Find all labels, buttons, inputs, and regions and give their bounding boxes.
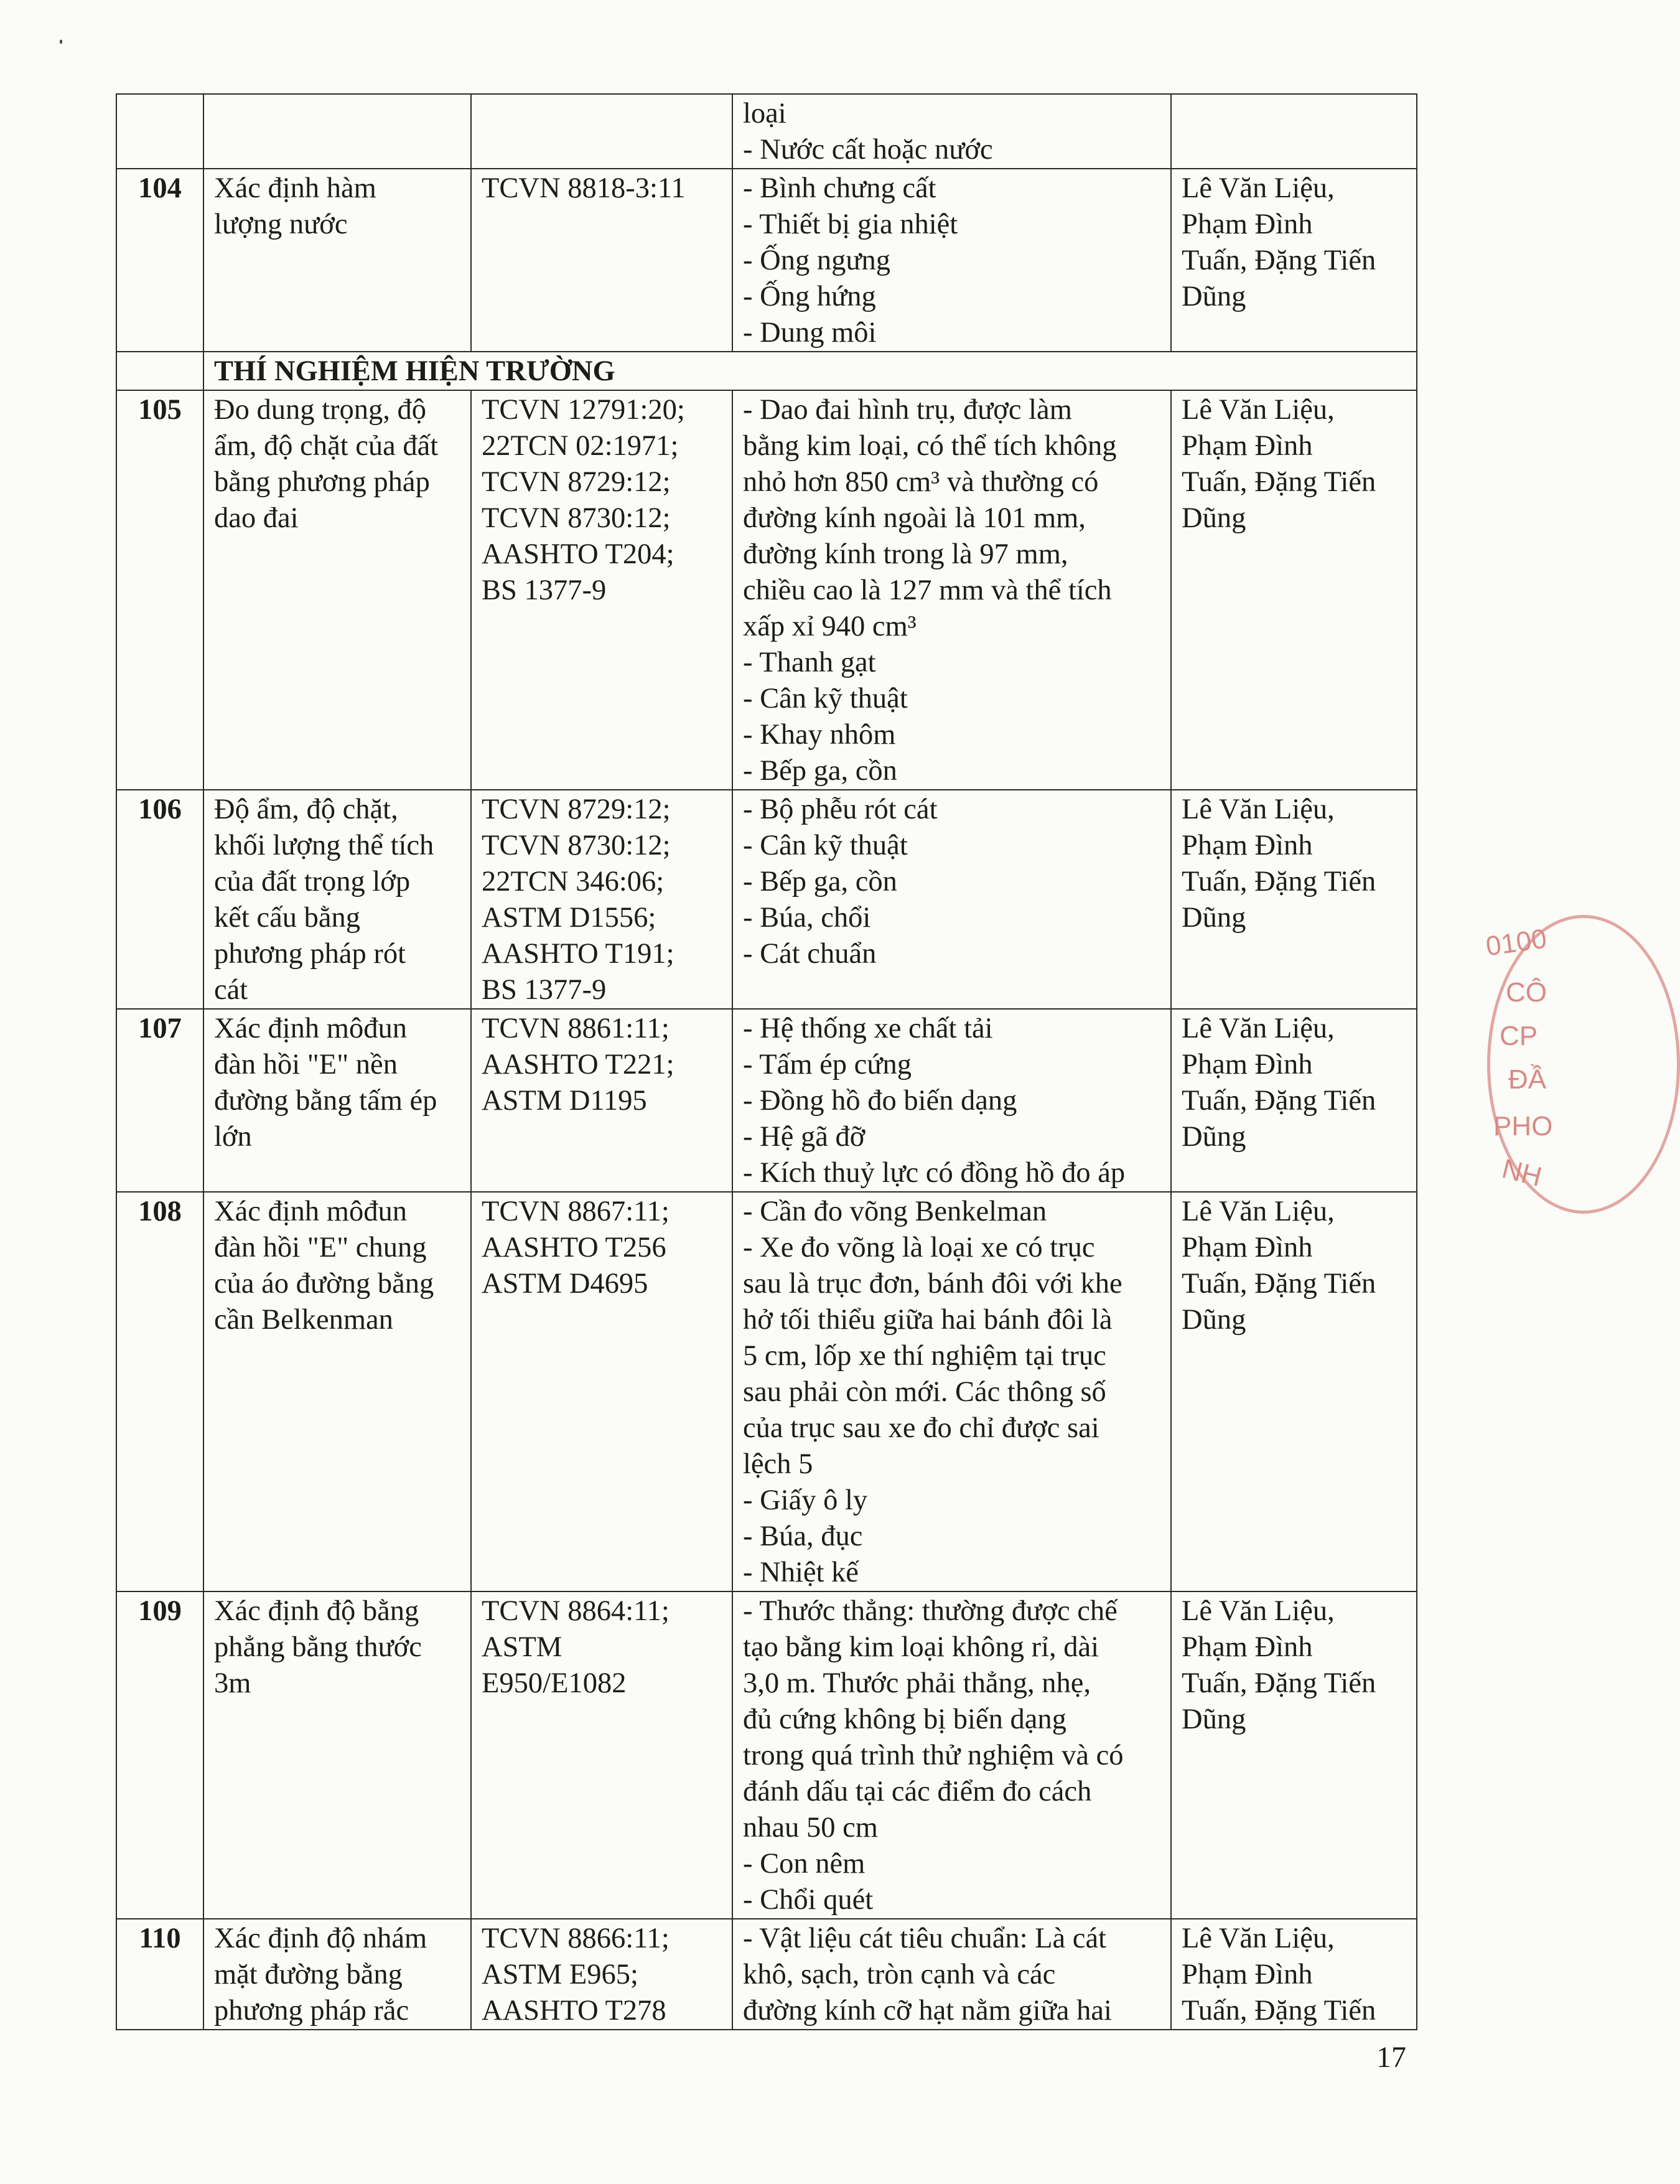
- equipment-line: của trục sau xe đo chỉ được sai: [743, 1412, 1099, 1444]
- stamp-text-4: ĐẦ: [1508, 1064, 1547, 1095]
- table-row: [116, 169, 1417, 352]
- staff-cell: [1171, 390, 1417, 790]
- staff-line: Phạm Đình: [1182, 430, 1313, 462]
- staff-line: Dũng: [1182, 281, 1246, 312]
- name-line: của áo đường bằng: [214, 1268, 434, 1300]
- standard-line: ASTM E965;: [482, 1959, 638, 1990]
- equipment-line: - Búa, chổi: [743, 902, 871, 934]
- staff-cell: [1171, 790, 1417, 1009]
- equipment-line: - Bếp ga, cồn: [743, 755, 897, 787]
- staff-cell: [1171, 1192, 1417, 1591]
- name-cell: [203, 1591, 471, 1919]
- stamp-text-3: CP: [1500, 1021, 1538, 1051]
- name-cell: [203, 1919, 471, 2030]
- equipment-cell: [732, 790, 1171, 1009]
- standard-line: ASTM: [482, 1631, 562, 1663]
- equipment-line: - Bộ phễu rót cát: [743, 794, 938, 825]
- equipment-line: hở tối thiểu giữa hai bánh đôi là: [743, 1304, 1113, 1336]
- equipment-line: bằng kim loại, có thể tích không: [743, 430, 1117, 462]
- name-line: Xác định môđun: [214, 1196, 407, 1227]
- name-line: phương pháp rắc: [214, 1995, 409, 2027]
- standard-line: ASTM D1195: [482, 1085, 647, 1117]
- equipment-cell: [732, 1919, 1171, 2030]
- standard-cell: [471, 390, 732, 790]
- equipment-line: - Ống ngưng: [743, 245, 891, 276]
- name-cell: [203, 94, 471, 169]
- name-line: đàn hồi "E" chung: [214, 1232, 427, 1263]
- table-body: [116, 94, 1417, 2030]
- standard-line: AASHTO T221;: [482, 1049, 674, 1080]
- staff-line: Phạm Đình: [1182, 1232, 1313, 1263]
- standard-cell: [471, 1919, 732, 2030]
- row-number: 107: [116, 1009, 203, 1192]
- equipment-cell: [732, 390, 1171, 790]
- staff-cell: [1171, 1009, 1417, 1192]
- standard-line: TCVN 8730:12;: [482, 830, 671, 861]
- equipment-line: đủ cứng không bị biến dạng: [743, 1704, 1066, 1735]
- scan-speck: [60, 40, 62, 44]
- standard-line: AASHTO T191;: [482, 938, 674, 970]
- row-number: 109: [116, 1591, 203, 1919]
- staff-line: Phạm Đình: [1182, 1959, 1313, 1990]
- name-cell: [203, 1192, 471, 1591]
- equipment-line: - Chổi quét: [743, 1884, 874, 1916]
- standard-line: TCVN 8729:12;: [482, 794, 671, 825]
- staff-line: Tuấn, Đặng Tiến: [1182, 1667, 1376, 1699]
- equipment-line: lệch 5: [743, 1448, 813, 1480]
- staff-line: Dũng: [1182, 502, 1246, 534]
- row-number: 106: [116, 790, 203, 1009]
- name-line: Xác định môđun: [214, 1013, 407, 1044]
- staff-line: Dũng: [1182, 902, 1246, 934]
- standard-line: TCVN 8730:12;: [482, 502, 671, 534]
- equipment-line: loại: [743, 98, 786, 129]
- equipment-cell: [732, 1591, 1171, 1919]
- staff-line: Lê Văn Liệu,: [1182, 1923, 1335, 1954]
- name-line: đàn hồi "E" nền: [214, 1049, 398, 1080]
- staff-line: Tuấn, Đặng Tiến: [1182, 1995, 1376, 2027]
- standard-cell: [471, 169, 732, 352]
- equipment-line: đường kính ngoài là 101 mm,: [743, 502, 1086, 534]
- name-line: lớn: [214, 1121, 252, 1153]
- page-number: 17: [1376, 2041, 1406, 2074]
- equipment-line: - Nước cất hoặc nước: [743, 134, 993, 166]
- equipment-line: nhỏ hơn 850 cm³ và thường có: [743, 466, 1099, 498]
- equipment-line: tạo bằng kim loại không rỉ, dài: [743, 1631, 1099, 1663]
- equipment-line: - Xe đo võng là loại xe có trục: [743, 1232, 1095, 1263]
- name-cell: [203, 790, 471, 1009]
- standard-line: TCVN 8818-3:11: [482, 172, 686, 204]
- name-line: đường bằng tấm ép: [214, 1085, 437, 1117]
- name-line: Đo dung trọng, độ: [214, 394, 426, 426]
- equipment-line: - Cân kỹ thuật: [743, 830, 908, 861]
- row-number: [116, 94, 203, 169]
- standard-cell: [471, 94, 732, 169]
- name-line: lượng nước: [214, 209, 348, 240]
- staff-line: Lê Văn Liệu,: [1182, 794, 1335, 825]
- equipment-line: - Bếp ga, cồn: [743, 866, 897, 898]
- staff-line: Lê Văn Liệu,: [1182, 394, 1335, 426]
- equipment-line: - Thiết bị gia nhiệt: [743, 209, 958, 240]
- standard-line: AASHTO T256: [482, 1232, 666, 1263]
- staff-cell: [1171, 1919, 1417, 2030]
- name-line: Xác định độ bằng: [214, 1595, 419, 1627]
- name-line: Độ ẩm, độ chặt,: [214, 794, 398, 825]
- stamp-text-6: NH: [1499, 1153, 1545, 1193]
- equipment-line: - Cân kỹ thuật: [743, 683, 908, 715]
- staff-line: Lê Văn Liệu,: [1182, 1595, 1335, 1627]
- equipment-line: - Dung môi: [743, 317, 877, 349]
- name-line: Xác định hàm: [214, 172, 376, 204]
- staff-cell: [1171, 94, 1417, 169]
- equipment-cell: [732, 169, 1171, 352]
- equipment-line: - Nhiệt kế: [743, 1557, 859, 1588]
- equipment-cell: [732, 94, 1171, 169]
- staff-line: Lê Văn Liệu,: [1182, 1196, 1335, 1227]
- equipment-line: - Con nêm: [743, 1848, 866, 1880]
- equipment-line: - Tấm ép cứng: [743, 1049, 912, 1080]
- standard-line: TCVN 8864:11;: [482, 1595, 670, 1627]
- name-cell: [203, 390, 471, 790]
- name-line: kết cấu bằng: [214, 902, 360, 934]
- staff-line: Phạm Đình: [1182, 209, 1313, 240]
- staff-line: Tuấn, Đặng Tiến: [1182, 1085, 1376, 1117]
- name-line: phương pháp rót: [214, 938, 406, 970]
- standard-line: BS 1377-9: [482, 974, 607, 1006]
- standard-line: TCVN 8866:11;: [482, 1923, 670, 1954]
- standard-line: E950/E1082: [482, 1667, 627, 1699]
- name-line: cát: [214, 974, 248, 1006]
- staff-line: Dũng: [1182, 1304, 1246, 1336]
- equipment-line: xấp xỉ 940 cm³: [743, 611, 917, 642]
- row-number: 104: [116, 169, 203, 352]
- equipment-line: 5 cm, lốp xe thí nghiệm tại trục: [743, 1340, 1106, 1372]
- stamp-text-2: CÔ: [1506, 977, 1547, 1008]
- name-line: dao đai: [214, 502, 299, 534]
- equipment-line: - Cần đo võng Benkelman: [743, 1196, 1047, 1227]
- standard-line: ASTM D1556;: [482, 902, 656, 934]
- staff-line: Tuấn, Đặng Tiến: [1182, 245, 1376, 276]
- equipment-line: sau là trục đơn, bánh đôi với khe: [743, 1268, 1122, 1300]
- equipment-line: đường kính trong là 97 mm,: [743, 538, 1068, 570]
- section-title: THÍ NGHIỆM HIỆN TRƯỜNG: [203, 352, 1417, 390]
- equipment-line: - Thước thẳng: thường được chế: [743, 1595, 1118, 1627]
- staff-cell: [1171, 1591, 1417, 1919]
- equipment-line: - Dao đai hình trụ, được làm: [743, 394, 1072, 426]
- equipment-line: đường kính cỡ hạt nằm giữa hai: [743, 1995, 1112, 2027]
- equipment-line: - Đồng hồ đo biến dạng: [743, 1085, 1017, 1117]
- name-cell: [203, 1009, 471, 1192]
- equipment-line: - Vật liệu cát tiêu chuẩn: Là cát: [743, 1923, 1106, 1954]
- equipment-line: - Thanh gạt: [743, 647, 876, 678]
- equipment-line: - Ống hứng: [743, 281, 876, 312]
- equipment-line: - Cát chuẩn: [743, 938, 877, 970]
- standard-cell: [471, 1009, 732, 1192]
- equipment-line: - Bình chưng cất: [743, 172, 936, 204]
- standard-line: BS 1377-9: [482, 574, 607, 606]
- equipment-line: - Kích thuỷ lực có đồng hồ đo áp: [743, 1157, 1126, 1189]
- standard-line: ASTM D4695: [482, 1268, 648, 1300]
- equipment-line: 3,0 m. Thước phải thẳng, nhẹ,: [743, 1667, 1091, 1699]
- staff-line: Tuấn, Đặng Tiến: [1182, 1268, 1376, 1300]
- section-row: [116, 352, 1417, 390]
- name-cell: [203, 169, 471, 352]
- staff-cell: [1171, 169, 1417, 352]
- standard-cell: [471, 1591, 732, 1919]
- name-line: của đất trọng lớp: [214, 866, 411, 898]
- staff-line: Tuấn, Đặng Tiến: [1182, 866, 1376, 898]
- standard-cell: [471, 1192, 732, 1591]
- standard-line: TCVN 8861:11;: [482, 1013, 670, 1044]
- equipment-line: trong quá trình thử nghiệm và có: [743, 1740, 1124, 1771]
- lab-test-table: [116, 93, 1417, 2030]
- name-line: phẳng bằng thước: [214, 1631, 422, 1663]
- equipment-line: - Búa, đục: [743, 1521, 863, 1552]
- name-line: mặt đường bằng: [214, 1959, 403, 1990]
- standard-line: TCVN 12791:20;: [482, 394, 685, 426]
- equipment-line: đánh dấu tại các điểm đo cách: [743, 1776, 1092, 1807]
- name-line: khối lượng thể tích: [214, 830, 434, 861]
- equipment-line: nhau 50 cm: [743, 1812, 878, 1844]
- table-row: [116, 1919, 1417, 2030]
- name-line: Xác định độ nhám: [214, 1923, 427, 1954]
- equipment-line: khô, sạch, tròn cạnh và các: [743, 1959, 1056, 1990]
- equipment-line: - Hệ thống xe chất tải: [743, 1013, 993, 1044]
- staff-line: Tuấn, Đặng Tiến: [1182, 466, 1376, 498]
- equipment-line: - Khay nhôm: [743, 719, 896, 751]
- table-row: [116, 1591, 1417, 1919]
- staff-line: Phạm Đình: [1182, 830, 1313, 861]
- equipment-line: - Giấy ô ly: [743, 1484, 868, 1516]
- standard-line: 22TCN 02:1971;: [482, 430, 679, 462]
- equipment-line: sau phải còn mới. Các thông số: [743, 1376, 1106, 1408]
- equipment-line: chiều cao là 127 mm và thể tích: [743, 574, 1112, 606]
- staff-line: Phạm Đình: [1182, 1049, 1313, 1080]
- row-number: 108: [116, 1192, 203, 1591]
- staff-line: Dũng: [1182, 1704, 1246, 1735]
- standard-line: TCVN 8729:12;: [482, 466, 671, 498]
- stamp-text-1: 0100: [1483, 923, 1549, 962]
- stamp-text-5: PHO: [1493, 1111, 1553, 1141]
- table-row: [116, 1192, 1417, 1591]
- standard-line: AASHTO T278: [482, 1995, 666, 2027]
- name-line: 3m: [214, 1667, 251, 1699]
- table-row: [116, 94, 1417, 169]
- table-row: [116, 1009, 1417, 1192]
- section-no-cell: [116, 352, 203, 390]
- staff-line: Dũng: [1182, 1121, 1246, 1153]
- standard-line: 22TCN 346:06;: [482, 866, 665, 898]
- table-row: [116, 390, 1417, 790]
- red-seal-stamp: [1481, 915, 1580, 1207]
- standard-cell: [471, 790, 732, 1009]
- equipment-cell: [732, 1009, 1171, 1192]
- row-number: 105: [116, 390, 203, 790]
- table-row: [116, 790, 1417, 1009]
- equipment-line: - Hệ gã đỡ: [743, 1121, 866, 1153]
- staff-line: Lê Văn Liệu,: [1182, 172, 1335, 204]
- equipment-cell: [732, 1192, 1171, 1591]
- standard-line: TCVN 8867:11;: [482, 1196, 670, 1227]
- staff-line: Lê Văn Liệu,: [1182, 1013, 1335, 1044]
- standard-line: AASHTO T204;: [482, 538, 674, 570]
- name-line: ẩm, độ chặt của đất: [214, 430, 439, 462]
- row-number: 110: [116, 1919, 203, 2030]
- name-line: cần Belkenman: [214, 1304, 393, 1336]
- name-line: bằng phương pháp: [214, 466, 430, 498]
- staff-line: Phạm Đình: [1182, 1631, 1313, 1663]
